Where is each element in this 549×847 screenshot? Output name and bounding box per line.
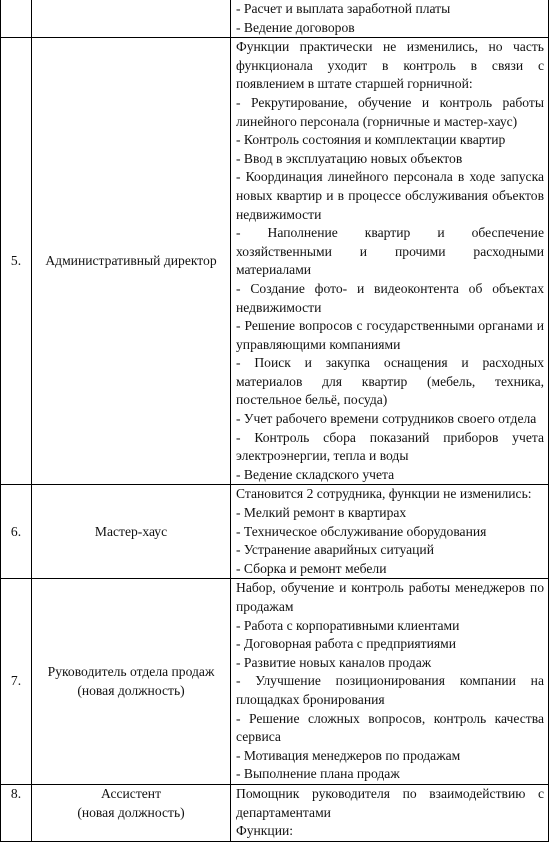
row-number: 8. xyxy=(1,784,32,841)
function-line: Набор, обучение и контроль работы менеджеров по продажам xyxy=(236,580,544,614)
role-title: Мастер-хаус xyxy=(94,523,168,539)
role-cell xyxy=(32,784,231,841)
function-line: - Работа с корпоративными клиентами xyxy=(236,617,460,633)
functions-cell xyxy=(231,784,549,841)
role-cell xyxy=(32,0,231,38)
function-line: - Ведение договоров xyxy=(236,19,355,35)
function-line: - Поиск и закупка оснащения и расходных материалов для квартир (мебель, техника, постельное бельё, посуда) xyxy=(236,355,544,408)
role-cell xyxy=(32,579,231,785)
function-line: - Выполнение плана продаж xyxy=(236,766,400,782)
row-number: 7. xyxy=(1,579,32,785)
role-cell xyxy=(32,485,231,579)
table-body xyxy=(1,0,549,841)
functions-cell xyxy=(231,0,549,38)
function-line: - Решение сложных вопросов, контроль качества сервиса xyxy=(236,710,544,745)
function-line: Функции: xyxy=(236,823,294,839)
role-note: (новая должность) xyxy=(77,682,185,698)
row-number: 6. xyxy=(1,485,32,579)
role-note: (новая должность) xyxy=(77,804,185,820)
functions-cell xyxy=(231,38,549,485)
function-line: - Развитие новых каналов продаж xyxy=(236,654,432,670)
role-title: Административный директор xyxy=(45,253,217,269)
function-line: - Мотивация менеджеров по продажам xyxy=(236,747,461,763)
functions-cell xyxy=(231,485,549,579)
function-line: - Рекрутирование, обучение и контроль работы линейного персонала (горничные и мастер-хаус) xyxy=(236,94,544,129)
function-line: - Координация линейного персонала в ходе запуска новых квартир и в процессе обслуживания объектов недвижимости xyxy=(236,169,544,222)
functions-cell xyxy=(231,579,549,785)
function-line: - Сборка и ремонт мебели xyxy=(236,560,387,576)
function-line: - Техническое обслуживание оборудования xyxy=(236,523,487,539)
role-cell xyxy=(32,38,231,485)
table-row xyxy=(1,485,549,579)
table-row xyxy=(1,38,549,485)
table-row xyxy=(1,0,549,38)
function-line: Функции практически не изменились, но часть функционала уходит в контроль в связи с появлением в штате старшей горничной: xyxy=(236,39,544,92)
role-title: Ассистент xyxy=(100,785,162,801)
row-number: 5. xyxy=(1,38,32,485)
function-line: - Контроль сбора показаний приборов учета электроэнергии, тепла и воды xyxy=(236,429,544,464)
function-line: - Решение вопросов с государственными органами и управляющими компаниями xyxy=(236,318,544,352)
role-title: Руководитель отдела продаж xyxy=(47,664,215,680)
function-line: - Расчет и выплата заработной платы xyxy=(236,1,451,16)
function-line: - Контроль состояния и комплектации квартир xyxy=(236,132,506,148)
function-line: - Создание фото- и видеоконтента об объектах недвижимости xyxy=(236,280,544,315)
function-line: - Мелкий ремонт в квартирах xyxy=(236,505,407,521)
function-line: - Договорная работа с предприятиями xyxy=(236,636,457,652)
function-line: - Устранение аварийных ситуаций xyxy=(236,542,434,558)
table-row xyxy=(1,784,549,841)
function-line: Становится 2 сотрудника, функции не изменились: xyxy=(236,486,532,502)
function-line: - Улучшение позиционирования компании на площадках бронирования xyxy=(236,673,544,707)
function-line: - Ведение складского учета xyxy=(236,466,395,482)
function-line: - Наполнение квартир и обеспечение хозяйственными и прочими расходными материалами xyxy=(236,225,544,278)
row-number xyxy=(1,0,32,38)
function-line: Помощник руководителя по взаимодействию с департаментами xyxy=(236,785,544,820)
function-line: - Учет рабочего времени сотрудников своего отдела xyxy=(236,411,537,427)
function-line: - Ввод в эксплуатацию новых объектов xyxy=(236,150,463,166)
table-row xyxy=(1,579,549,785)
